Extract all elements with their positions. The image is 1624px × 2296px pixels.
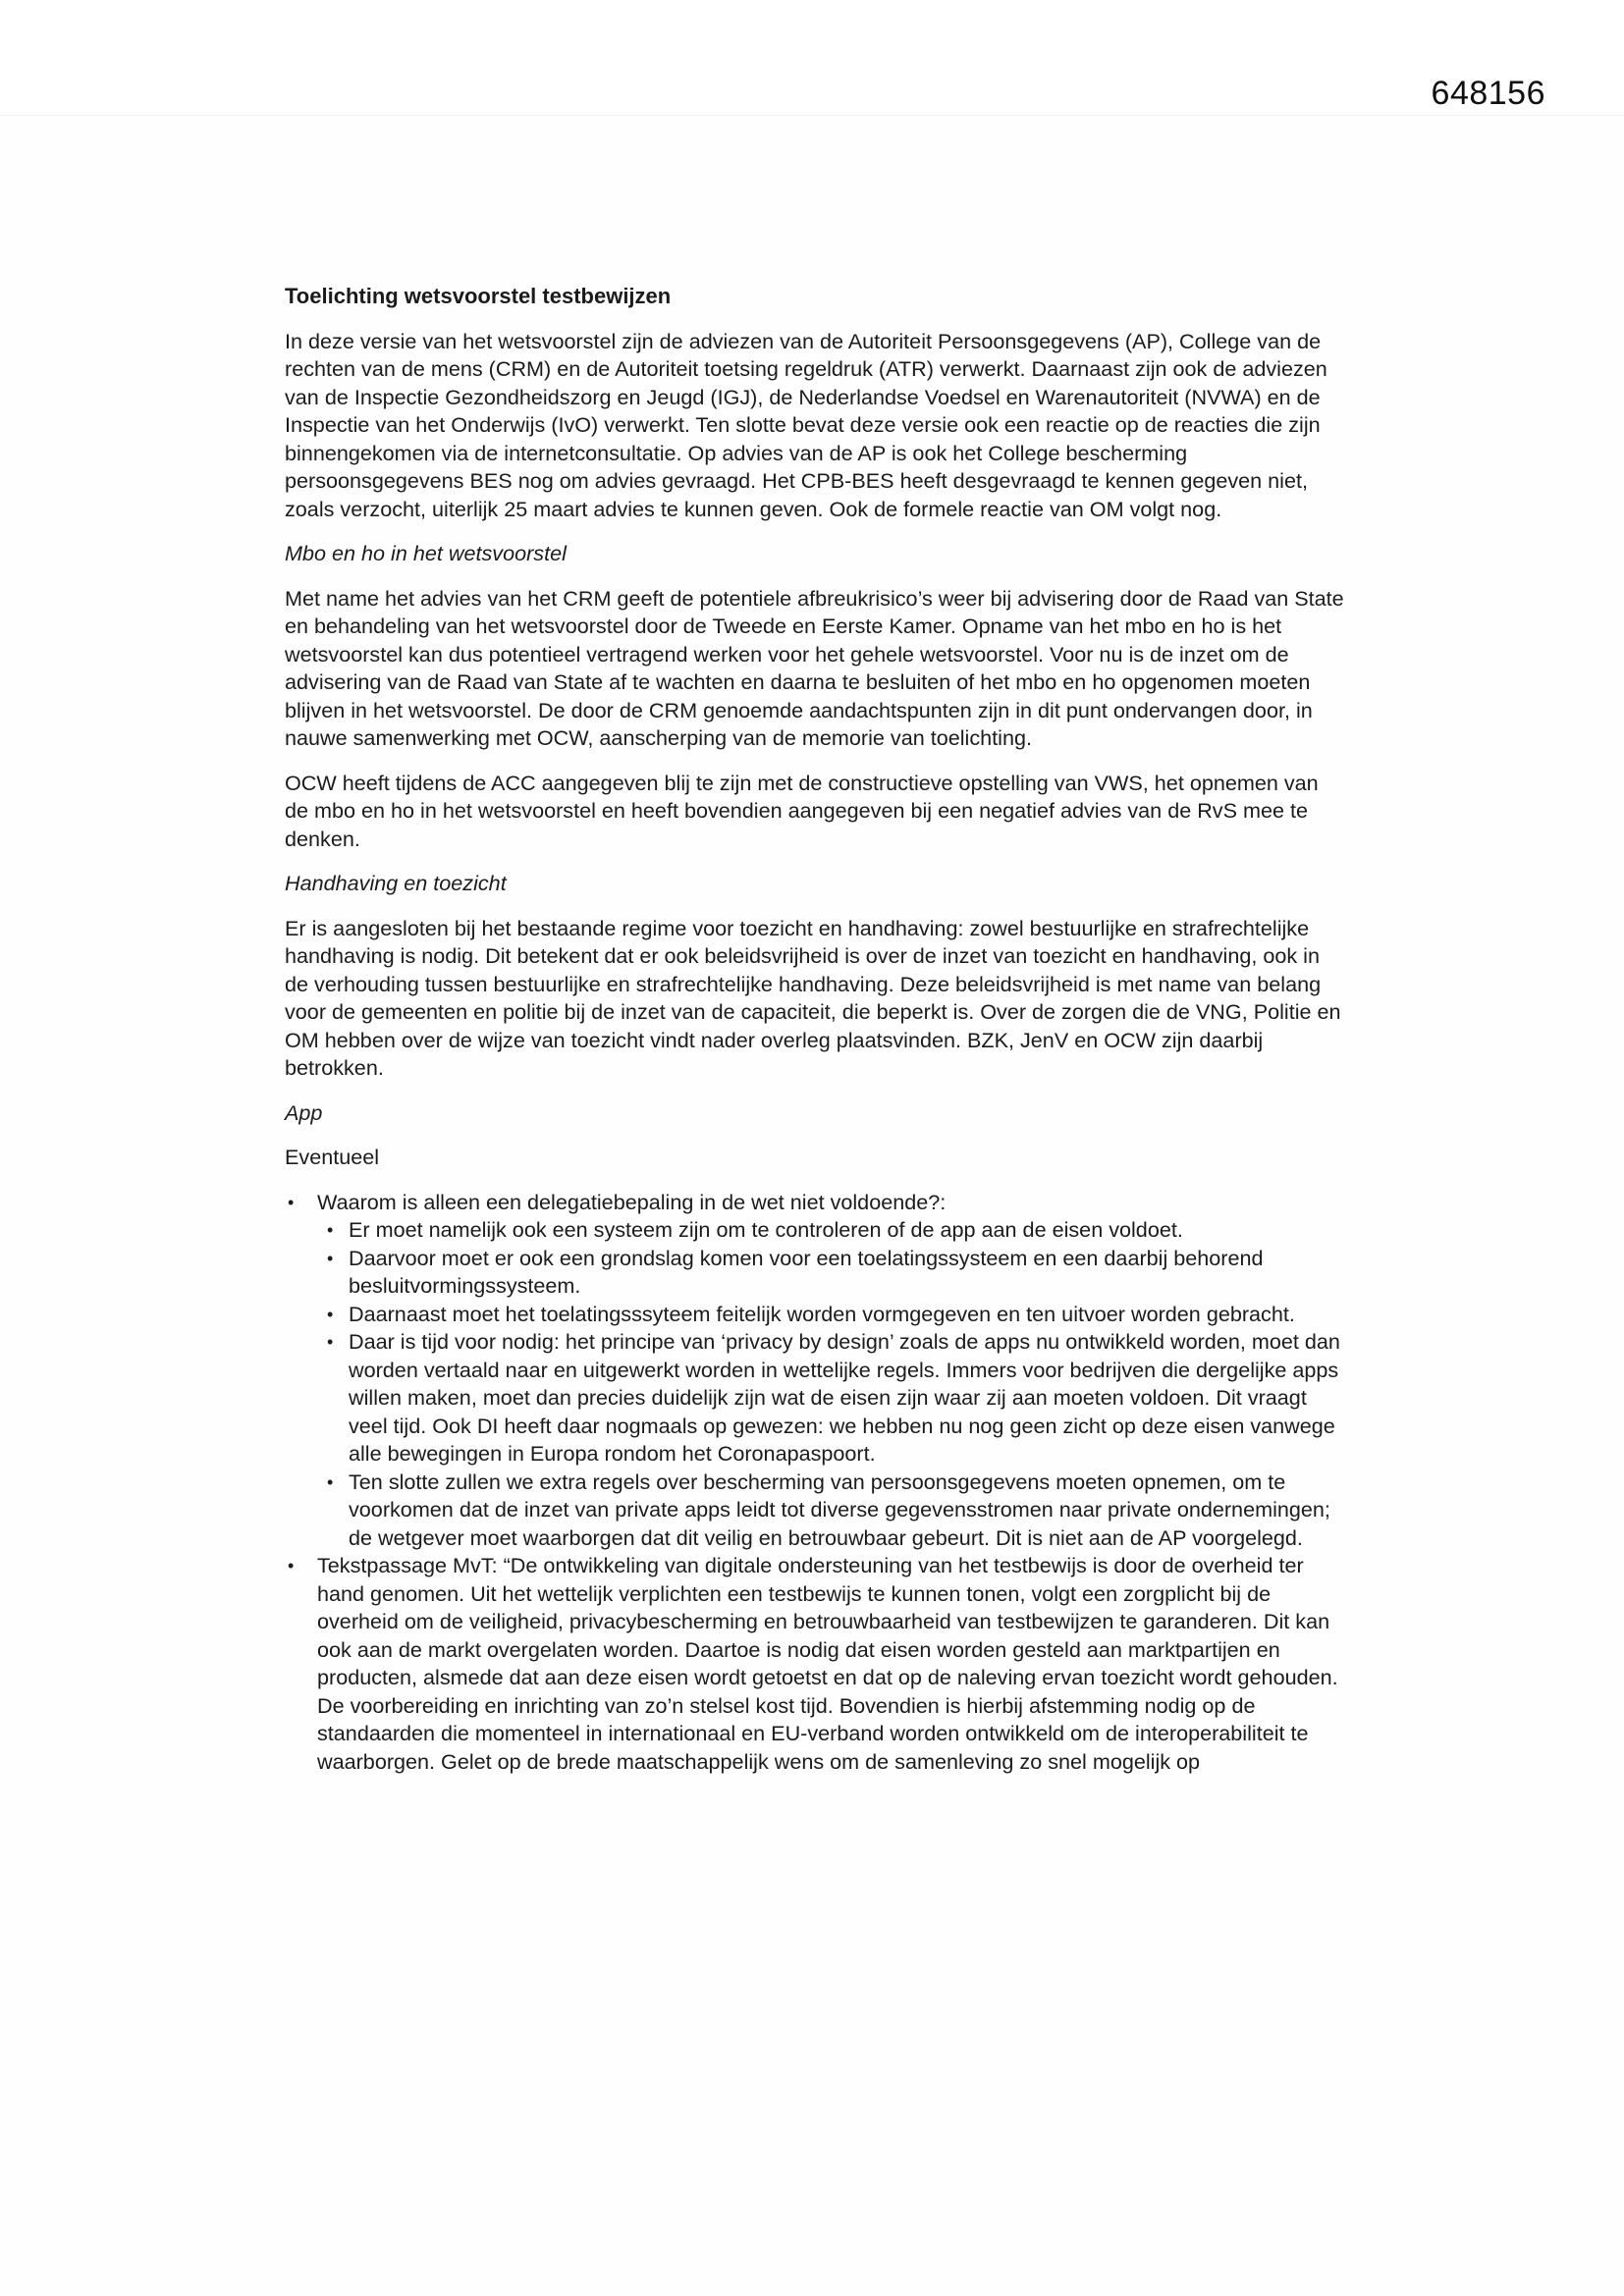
bullet-marker: • xyxy=(288,1192,295,1212)
document-title: Toelichting wetsvoorstel testbewijzen xyxy=(285,284,672,308)
list-item-extra-regels-persoonsgegevens xyxy=(285,1468,1345,1553)
bullet-marker: • xyxy=(327,1220,334,1240)
bullet-list xyxy=(285,1189,1345,1777)
section-heading-app: App xyxy=(285,1099,323,1125)
bullet-marker: • xyxy=(327,1304,334,1324)
document-number: 648156 xyxy=(1431,75,1545,112)
bullet-marker: • xyxy=(327,1332,334,1352)
paragraph-crm-advies: Met name het advies van het CRM geeft de potentiele afbreukrisico’s weer bij advisering door de Raad van State en behandeling van het wetsvoorstel door de Tweede en Eerste Kamer. Opname van het mbo en ho is het wetsvoorstel kan dus potentieel vertragend werken voor het gehele wetsvoorstel. Voor nu is de inzet om de advisering van de Raad van State af te wachten en daarna te besluiten of het mbo en ho opgenomen moeten blijven in het wetsvoorstel. De door de CRM genoemde aandachtspunten zijn in dit punt ondervangen door, in nauwe samenwerking met OCW, aanscherping van de memorie van toelichting. xyxy=(285,585,1344,750)
list-item-vormgegeven-uitvoer xyxy=(285,1301,1345,1329)
list-item-tekstpassage-mvt xyxy=(285,1552,1345,1776)
list-item-grondslag-toelatingssysteem xyxy=(285,1245,1345,1301)
list-item-text: Daarvoor moet er ook een grondslag komen voor een toelatingssysteem en een daarbij behorend besluitvormingssysteem. xyxy=(349,1245,1264,1298)
document-body xyxy=(285,283,1345,1776)
list-item-delegatiebepaling xyxy=(285,1189,1345,1217)
section-heading-handhaving-toezicht: Handhaving en toezicht xyxy=(285,871,507,895)
list-item-text: Ten slotte zullen we extra regels over bescherming van persoonsgegevens moeten opnemen, om te voorkomen dat de inzet van private apps leidt tot diverse gegevensstromen naar private ondernemingen; de wetgever moet waarborgen dat dit veilig en betrouwbaar gebeurt. Dit is niet aan de AP voorgelegd. xyxy=(349,1468,1330,1550)
list-item-text: Daar is tijd voor nodig: het principe van ‘privacy by design’ zoals de apps nu ontwikkeld worden, moet dan worden vertaald naar en uitgewerkt worden in wettelijke regels. Immers voor bedrijven die dergelijke apps willen maken, moet dan precies duidelijk zijn wat de eisen zijn waar zij aan moeten voldoen. Dit vraagt veel tijd. Ook DI heeft daar nogmaals op gewezen: we hebben nu nog geen zicht op deze eisen vanwege alle bewegingen in Europa rondom het Coronapaspoort. xyxy=(349,1329,1340,1466)
bullet-marker: • xyxy=(327,1471,334,1492)
section-heading-mbo-en-ho: Mbo en ho in het wetsvoorstel xyxy=(285,541,567,565)
list-item-text: Tekstpassage MvT: “De ontwikkeling van digitale ondersteuning van het testbewijs is door de overheid ter hand genomen. Uit het wettelijk verplichten een testbewijs te kunnen tonen, volgt een zorgplicht bij de overheid om de veiligheid, privacybescherming en betrouwbaarheid van testbewijzen te garanderen. Dit kan ook aan de markt overgelaten worden. Daartoe is nodig dat eisen worden gesteld aan marktpartijen en producten, alsmede dat aan deze eisen wordt getoetst en dat op de naleving ervan toezicht wordt gehouden. De voorbereiding en inrichting van zo’n stelsel kost tijd. Bovendien is hierbij afstemming nodig op de standaarden die momenteel in internationaal en EU-verband worden ontwikkeld om de interoperabiliteit te waarborgen. Gelet op de brede maatschappelijk wens om de samenleving zo snel mogelijk op xyxy=(317,1553,1338,1774)
paragraph-intro-adviezen: In deze versie van het wetsvoorstel zijn de adviezen van de Autoriteit Persoonsgegevens (AP), College van de rechten van de mens (CRM) en de Autoriteit toetsing regeldruk (ATR) verwerkt. Daarnaast zijn ook de adviezen van de Inspectie Gezondheidszorg en Jeugd (IGJ), de Nederlandse Voedsel en Warenautoriteit (NVWA) en de Inspectie van het Onderwijs (IvO) verwerkt. Ten slotte bevat deze versie ook een reactie op de reacties die zijn binnengekomen via de internetconsultatie. Op advies van de AP is ook het College bescherming persoonsgegevens BES nog om advies gevraagd. Het CPB-BES heeft desgevraagd te kennen gegeven niet, zoals verzocht, uiterlijk 25 maart advies te kunnen geven. Ook de formele reactie van OM volgt nog. xyxy=(285,328,1327,521)
paragraph-ocw-acc: OCW heeft tijdens de ACC aangegeven blij te zijn met de constructieve opstelling van VWS, het opnemen van de mbo en ho in het wetsvoorstel en heeft bovendien aangegeven bij een negatief advies van de RvS mee te denken. xyxy=(285,770,1319,851)
list-item-text: Daarnaast moet het toelatingsssyteem feitelijk worden vormgegeven en ten uitvoer worden gebracht. xyxy=(349,1301,1295,1326)
list-item-text: Waarom is alleen een delegatiebepaling in de wet niet voldoende?: xyxy=(317,1189,947,1214)
list-item-systeem-controleren xyxy=(285,1216,1345,1245)
list-item-text: Er moet namelijk ook een systeem zijn om te controleren of de app aan de eisen voldoet. xyxy=(349,1217,1183,1242)
bullet-marker: • xyxy=(327,1248,334,1268)
paragraph-handhaving-regime: Er is aangesloten bij het bestaande regime voor toezicht en handhaving: zowel bestuurlijke en strafrechtelijke handhaving is nodig. Dit betekent dat er ook beleidsvrijheid is over de inzet van toezicht en handhaving, ook in de verhouding tussen bestuurlijke en strafrechtelijke handhaving. Deze beleidsvrijheid is met name van belang voor de gemeenten en politie bij de inzet van de capaciteit, die beperkt is. Over de zorgen die de VNG, Politie en OM hebben over de wijze van toezicht vindt nader overleg plaatsvinden. BZK, JenV en OCW zijn daarbij betrokken. xyxy=(285,915,1341,1080)
list-item-privacy-by-design xyxy=(285,1328,1345,1468)
paragraph-eventueel: Eventueel xyxy=(285,1145,380,1169)
bullet-marker: • xyxy=(288,1556,295,1575)
